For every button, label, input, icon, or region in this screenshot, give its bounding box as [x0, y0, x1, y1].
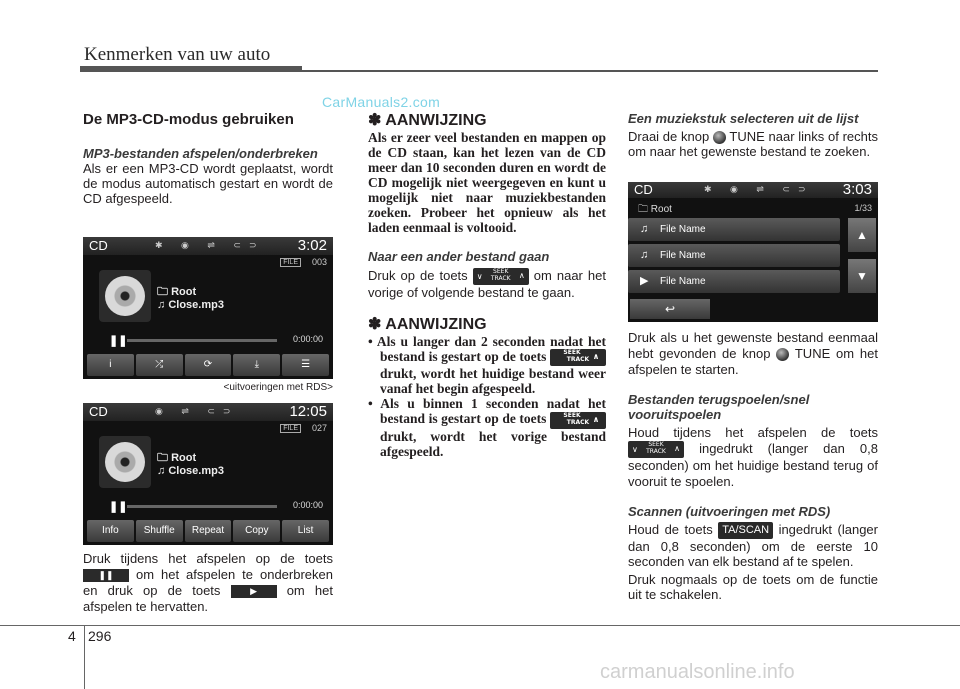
- note-heading: ✽ AANWIJZING: [368, 112, 487, 129]
- seek-track-button-icon: ∨ SEEK TRACK ∧: [550, 412, 606, 429]
- file-tag: FILE: [280, 424, 301, 433]
- note-body: Als er zeer veel bestanden en mappen op de CD staan, kan het lezen van de CD meer dan 10 seconden duren en wordt de CD mogelijk niet weergegeven en kunt u mogelijk niet naar muziekbestanden zoeken. Probeer het opnieuw als het laden eenmaal is voltooid.: [368, 130, 606, 235]
- folder-icon: 🗀: [157, 452, 172, 464]
- page-number: 296: [88, 628, 112, 644]
- text-segment: Druk als u het gewenste bestand eenmaal hebt gevonden de knop: [628, 330, 878, 361]
- track-row: [157, 299, 224, 311]
- seek-label: SEEK: [563, 349, 581, 357]
- play-time: 0:00:00: [292, 500, 323, 510]
- shuffle-button[interactable]: Shuffle: [136, 520, 183, 542]
- info-button[interactable]: i: [87, 354, 134, 376]
- paragraph-scan-off: Druk nogmaals op de toets om de functie uit te schakelen.: [628, 572, 878, 603]
- copy-button[interactable]: Copy: [233, 520, 280, 542]
- chapter-number: 4: [68, 628, 76, 644]
- folder-name: Root: [171, 286, 197, 298]
- seek-label: SEEK: [648, 441, 664, 449]
- text-segment: om naar het vorige of volgende bestand te gaan.: [368, 268, 606, 301]
- track-name: Close.mp3: [168, 465, 224, 477]
- folder-icon: 🗀: [157, 286, 172, 298]
- screen-clock: 12:05: [289, 403, 327, 420]
- shuffle-button[interactable]: ⤮: [136, 354, 183, 376]
- file-count: 003: [311, 257, 327, 267]
- file-count: 027: [311, 423, 327, 433]
- subheading-play-pause: MP3-bestanden afspelen/onderbreken: [83, 146, 318, 161]
- cd-screen-standard: [83, 237, 333, 379]
- folder-name: Root: [650, 204, 672, 215]
- track-name: Close.mp3: [168, 299, 224, 311]
- pause-icon: ❚❚: [109, 335, 128, 347]
- disc-icon: [99, 436, 151, 488]
- screen-button-row: [87, 520, 329, 542]
- header-bar: [80, 66, 302, 72]
- text-segment: TUNE om het afspelen te starten.: [628, 346, 878, 377]
- scroll-up-button[interactable]: ▲: [848, 218, 876, 252]
- screen-mode-label: CD: [89, 404, 108, 419]
- tune-knob-icon: [776, 348, 789, 361]
- text-segment: ingedrukt (langer dan 0,8 seconden) om de eerste 10 seconden van elk bestand af te spelen.: [628, 522, 878, 570]
- file-list-screen: [628, 182, 878, 322]
- list-item-label: File Name: [660, 276, 706, 287]
- bullet-text: drukt, wordt het huidige bestand weer vanaf het begin afgespeeld.: [380, 366, 606, 397]
- repeat-button[interactable]: ⟳: [185, 354, 232, 376]
- header-rule: [302, 70, 878, 72]
- track-row: [157, 465, 224, 477]
- column-3: [628, 111, 878, 159]
- copy-button[interactable]: ⤓: [233, 354, 280, 376]
- watermark-bottom: carmanualsonline.info: [600, 661, 795, 683]
- section-heading: De MP3-CD-modus gebruiken: [83, 111, 294, 128]
- text-segment: TUNE naar links of rechts om naar het gewenste bestand te zoeken.: [628, 129, 878, 160]
- screen-caption: <uitvoeringen met RDS>: [223, 382, 333, 393]
- text-segment: om het afspelen te hervatten.: [83, 583, 333, 614]
- screen-clock: 3:03: [842, 182, 872, 198]
- list-item-label: File Name: [660, 250, 706, 261]
- text-segment: Draai de knop: [628, 129, 710, 144]
- list-item-label: File Name: [660, 224, 706, 235]
- seek-label: SEEK: [493, 268, 509, 276]
- seek-track-button-icon: ∨ SEEK TRACK ∧: [628, 441, 684, 458]
- scroll-down-button[interactable]: ▼: [848, 259, 876, 293]
- list-button[interactable]: List: [282, 520, 329, 542]
- repeat-button[interactable]: Repeat: [185, 520, 232, 542]
- track-label: TRACK: [566, 418, 590, 426]
- paragraph-intro: Als er een MP3-CD wordt geplaatst, wordt de modus automatisch gestart en wordt de CD afgespeeld.: [83, 161, 333, 206]
- footer-divider: [84, 625, 85, 689]
- subheading-next-file: Naar een ander bestand gaan: [368, 249, 550, 264]
- bullet-text: drukt, wordt het vorige bestand afgespeeld.: [380, 428, 606, 459]
- text-segment: ingedrukt (langer dan 0,8 seconden) om het huidige bestand terug of vooruit te spoelen.: [628, 441, 878, 490]
- status-icons: ✱ ◉ ⇌ ⊂⊃: [704, 184, 814, 194]
- disc-icon: [99, 270, 151, 322]
- music-note-icon: ♫: [640, 249, 649, 261]
- track-label: TRACK: [646, 448, 666, 456]
- note-heading: ✽ AANWIJZING: [368, 316, 487, 334]
- track-label: TRACK: [490, 275, 511, 283]
- cd-screen-rds: [83, 403, 333, 545]
- seek-track-button-icon: ∨ SEEK TRACK ∧: [550, 349, 606, 366]
- progress-bar: [127, 505, 277, 508]
- list-item[interactable]: [628, 244, 840, 267]
- text-segment: Houd de toets: [628, 522, 713, 538]
- folder-icon: 🗀: [638, 204, 651, 215]
- music-note-icon: ♫: [157, 465, 169, 477]
- screen-mode-label: CD: [89, 238, 108, 253]
- pause-button-icon: ❚❚: [83, 569, 129, 582]
- watermark-top: CarManuals2.com: [322, 94, 441, 110]
- text-segment: Houd tijdens het afspelen de toets: [628, 425, 878, 440]
- play-time: 0:00:00: [292, 334, 323, 344]
- pause-icon: ❚❚: [109, 501, 128, 513]
- subheading-scan: Scannen (uitvoeringen met RDS): [628, 504, 831, 520]
- bullet-text: Als u binnen 1 seconden nadat het bestand is gestart op de toets: [380, 396, 606, 427]
- music-note-icon: ♫: [640, 223, 649, 235]
- file-tag: FILE: [280, 258, 301, 267]
- progress-bar: [127, 339, 277, 342]
- bullet-text: Als u langer dan 2 seconden nadat het bestand is gestart op de toets: [376, 334, 606, 365]
- list-item[interactable]: [628, 218, 840, 241]
- text-segment: Druk op de toets: [368, 268, 468, 283]
- screen-button-row: [87, 354, 329, 376]
- track-label: TRACK: [566, 356, 590, 364]
- play-button-icon: ▶: [231, 585, 277, 598]
- back-button[interactable]: ↩: [630, 299, 710, 319]
- status-icons: ◉ ⇌ ⊂⊃: [155, 406, 239, 416]
- page-header-title: Kenmerken van uw auto: [84, 44, 271, 65]
- column-2: ✽ AANWIJZING Als er zeer veel bestanden en mappen op de CD staan, kan het lezen van de CD meer dan 10 seconden duren en wordt de CD mogelijk niet weergegeven en kunt u mogelijk niet naar muziekbestanden zoeken. Probeer het opnieuw als het laden eenmaal is voltooid. Naar een ander bestand gaan Druk op de toets ∨ SEEK TRACK ∧ om naar het vorige of volgende bestand te gaan. ✽ AANWIJZING • Als u langer dan 2 seconden nadat het bestand is gestart op de toets ∨ SEEK TRACK ∧ drukt, wordt het huidige bestand weer vanaf het begin afgespeeld. • Als u binnen 1 seconden nadat het bestand is gestart op de toets ∨ SEEK TRACK ∧ drukt, wordt het vorige bestand afgespeeld.: [368, 112, 606, 459]
- info-button[interactable]: Info: [87, 520, 134, 542]
- music-note-icon: ♫: [157, 299, 169, 311]
- list-count: 1/33: [854, 203, 872, 213]
- play-circle-icon: ▶: [640, 275, 649, 287]
- folder-name: Root: [171, 452, 197, 464]
- subheading-rewind-forward: Bestanden terugspoelen/snel vooruitspoelen: [628, 392, 810, 422]
- text-segment: Druk tijdens het afspelen op de toets: [83, 551, 333, 566]
- list-item[interactable]: [628, 270, 840, 293]
- text-segment: om het afspelen te onderbreken en druk op de toets: [83, 567, 333, 598]
- seek-track-button-icon: ∨ SEEK TRACK ∧: [473, 268, 529, 285]
- list-button[interactable]: ☰: [282, 354, 329, 376]
- column-1: [83, 111, 333, 206]
- folder-row: [638, 202, 672, 219]
- screen-mode-label: CD: [634, 182, 653, 197]
- screen-clock: 3:02: [297, 237, 327, 254]
- status-icons: ✱ ◉ ⇌ ⊂⊃: [155, 240, 265, 250]
- play-pause-instructions: [83, 551, 333, 615]
- tune-knob-icon: [713, 131, 726, 144]
- column-3-lower: [628, 330, 878, 602]
- subheading-select-list: Een muziekstuk selecteren uit de lijst: [628, 111, 859, 126]
- ta-scan-button-icon: TA/SCAN: [718, 522, 773, 539]
- seek-label: SEEK: [563, 411, 581, 419]
- footer-rule: [0, 625, 960, 626]
